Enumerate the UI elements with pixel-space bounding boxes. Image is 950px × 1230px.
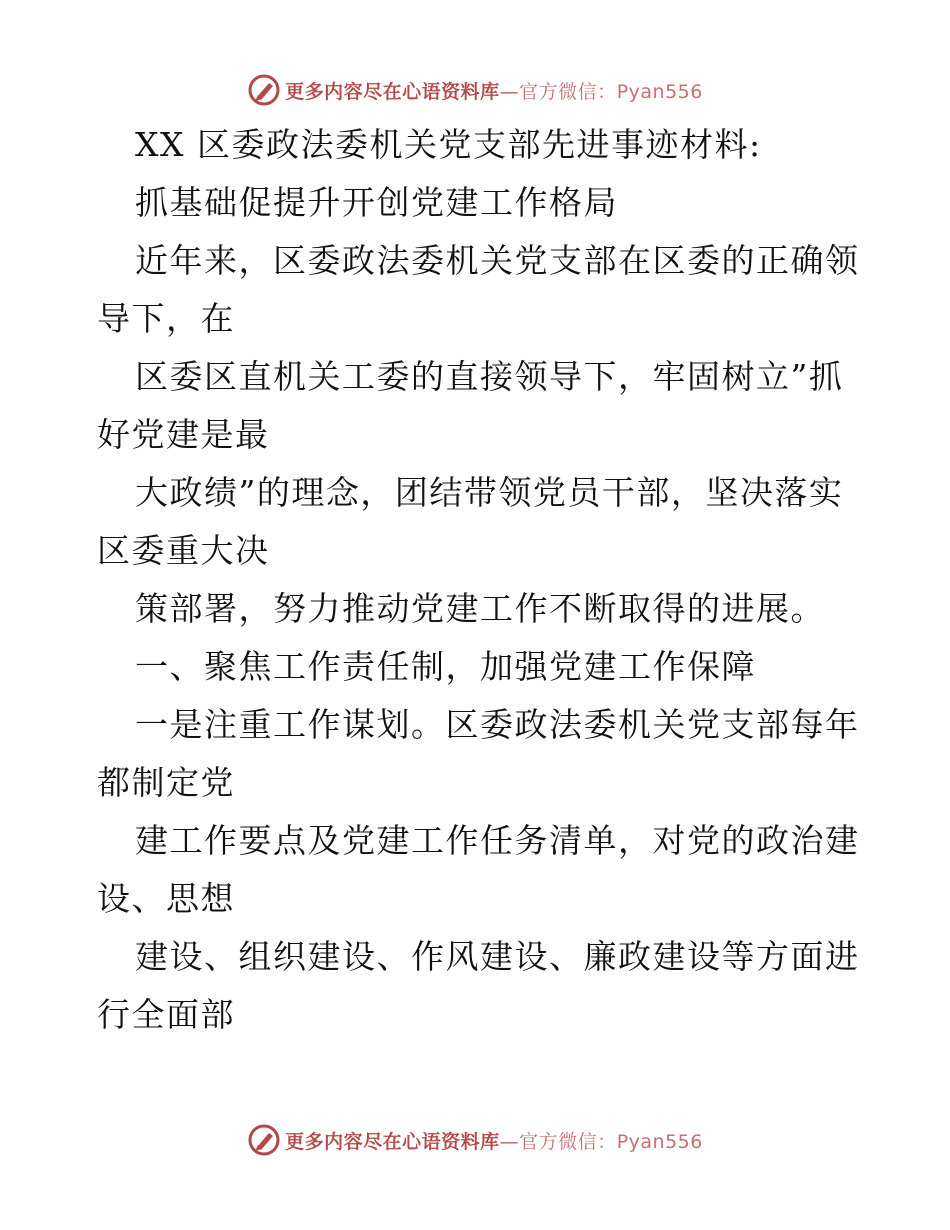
paragraph-line: 大政绩”的理念，团结带领党员干部，坚决落实	[135, 473, 844, 512]
banner-library-text: 更多内容尽在心语资料库	[285, 1130, 500, 1153]
document-body	[97, 122, 860, 1038]
banner-wechat-id: Pyan556	[616, 1130, 703, 1153]
header-banner	[0, 70, 950, 110]
banner-wechat-id: Pyan556	[616, 80, 703, 103]
document-subtitle: 抓基础促提升开创党建工作格局	[135, 183, 618, 222]
pen-circle-logo-icon	[247, 1123, 281, 1157]
paragraph-line: 设、思想	[97, 879, 235, 918]
banner-library-text: 更多内容尽在心语资料库	[285, 80, 500, 103]
paragraph-line: 好党建是最	[97, 415, 270, 454]
banner-wechat-label: 官方微信：	[519, 1130, 617, 1153]
document-title: XX 区委政法委机关党支部先进事迹材料:	[135, 125, 762, 164]
banner-dash: —	[499, 80, 520, 103]
paragraph-line: 一是注重工作谋划。区委政法委机关党支部每年	[135, 705, 860, 744]
paragraph-line: 都制定党	[97, 763, 235, 802]
banner-text	[285, 1127, 703, 1154]
banner-dash: —	[499, 1130, 520, 1153]
paragraph-line: 区委重大决	[97, 531, 270, 570]
paragraph-line: 建工作要点及党建工作任务清单，对党的政治建	[135, 821, 860, 860]
paragraph-line: 导下，在	[97, 299, 235, 338]
section-heading: 一、聚焦工作责任制，加强党建工作保障	[135, 647, 756, 686]
paragraph-line: 区委区直机关工委的直接领导下，牢固树立”抓	[135, 357, 844, 396]
banner-text	[285, 77, 703, 104]
paragraph-line: 行全面部	[97, 995, 235, 1034]
paragraph-line: 策部署，努力推动党建工作不断取得的进展。	[135, 589, 825, 628]
banner-wechat-label: 官方微信：	[519, 80, 617, 103]
paragraph-line: 近年来，区委政法委机关党支部在区委的正确领	[135, 241, 860, 280]
paragraph-line: 建设、组织建设、作风建设、廉政建设等方面进	[135, 937, 860, 976]
pen-circle-logo-icon	[247, 73, 281, 107]
footer-banner	[0, 1120, 950, 1160]
